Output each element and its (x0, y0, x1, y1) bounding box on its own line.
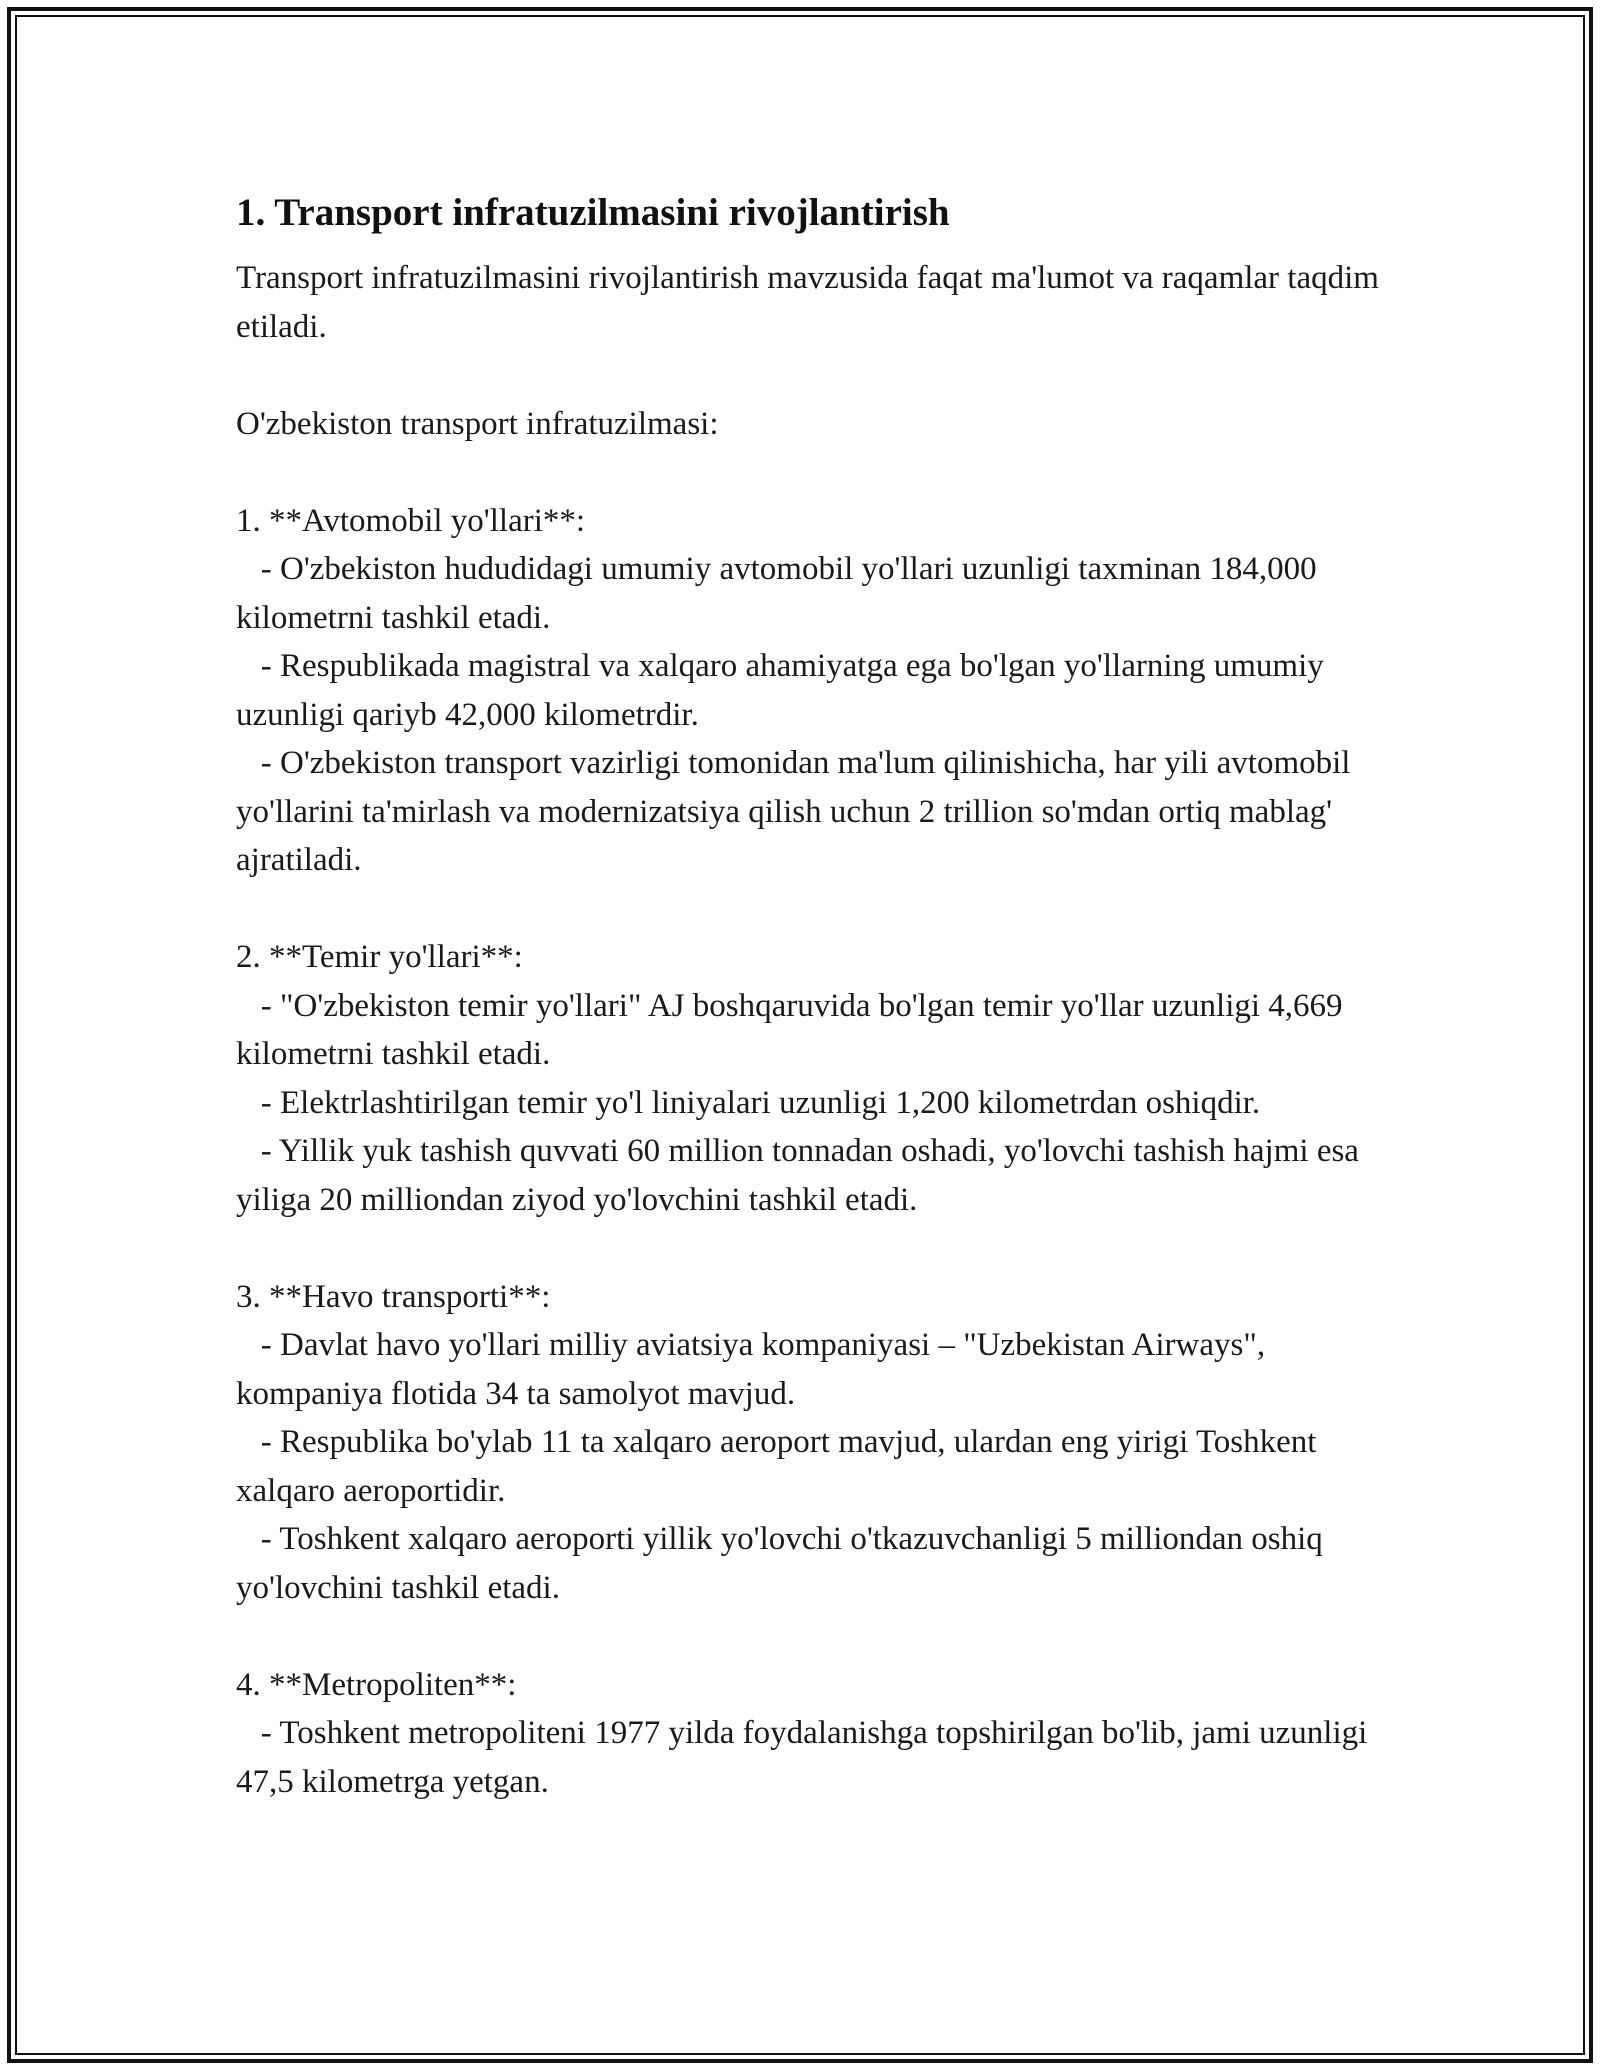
list-item: - "O'zbekiston temir yo'llari" AJ boshqaruvida bo'lgan temir yo'llar uzunligi 4,669 kilometrni tashkil etadi. (236, 987, 1351, 1072)
section-metro (236, 1661, 1416, 1807)
intro-paragraph: Transport infratuzilmasini rivojlantirish mavzusida faqat ma'lumot va raqamlar taqdim etiladi. (236, 260, 1388, 345)
list-item: - O'zbekiston transport vazirligi tomonidan ma'lum qilinishicha, har yili avtomobil yo'llarini ta'mirlash va modernizatsiya qilish uchun 2 trillion so'mdan ortiq mablag' ajratiladi. (236, 745, 1359, 878)
section-roads (236, 497, 1416, 885)
section-heading: 3. **Havo transporti**: (236, 1278, 551, 1315)
list-item: - Toshkent metropoliteni 1977 yilda foydalanishga topshirilgan bo'lib, jami uzunligi 47,5 kilometrga yetgan. (236, 1715, 1376, 1800)
document-title: 1. Transport infratuzilmasini rivojlantirish (236, 191, 950, 234)
spacer (236, 448, 1416, 497)
list-item: - Respublikada magistral va xalqaro ahamiyatga ega bo'lgan yo'llarning umumiy uzunligi qariyb 42,000 kilometrdir. (236, 648, 1333, 733)
section-air-transport (236, 1273, 1416, 1613)
list-item: - Respublika bo'ylab 11 ta xalqaro aeroport mavjud, ulardan eng yirigi Toshkent xalqaro aeroportidir. (236, 1424, 1325, 1509)
list-item: - Toshkent xalqaro aeroporti yillik yo'lovchi o'tkazuvchanligi 5 milliondan oshiq yo'lovchini tashkil etadi. (236, 1521, 1332, 1606)
list-item: - O'zbekiston hududidagi umumiy avtomobil yo'llari uzunligi taxminan 184,000 kilometrni tashkil etadi. (236, 551, 1325, 636)
section-heading: 1. **Avtomobil yo'llari**: (236, 502, 586, 539)
subheading: O'zbekiston transport infratuzilmasi: (236, 405, 719, 442)
list-item: - Davlat havo yo'llari milliy aviatsiya kompaniyasi – "Uzbekistan Airways", kompaniya flotida 34 ta samolyot mavjud. (236, 1327, 1274, 1412)
document-body (236, 186, 1416, 1806)
section-heading: 2. **Temir yo'llari**: (236, 939, 523, 975)
section-railways (236, 933, 1416, 1224)
spacer (236, 1224, 1416, 1273)
list-item: - Yillik yuk tashish quvvati 60 million tonnadan oshadi, yo'lovchi tashish hajmi esa yiliga 20 milliondan ziyod yo'lovchini tashkil etadi. (236, 1133, 1368, 1218)
spacer (236, 351, 1416, 400)
list-item: - Elektrlashtirilgan temir yo'l liniyalari uzunligi 1,200 kilometrdan oshiqdir. (236, 1084, 1261, 1121)
spacer (236, 885, 1416, 934)
spacer (236, 1612, 1416, 1661)
section-heading: 4. **Metropoliten**: (236, 1666, 517, 1703)
